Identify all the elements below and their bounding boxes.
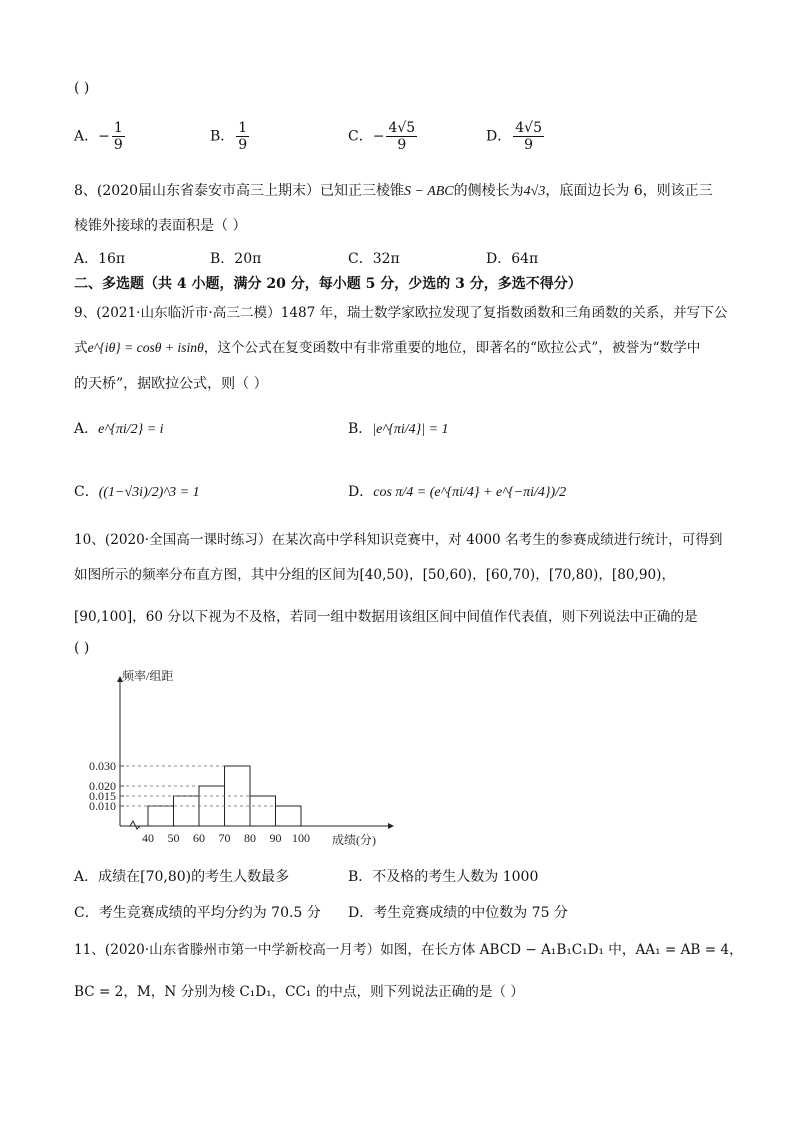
q9-line3: 的天桥”，据欧拉公式，则（ ） — [74, 376, 268, 392]
q9-option-d: D．cos π/4 = (e^{πi/4} + e^{−πi/4})/2 — [348, 484, 567, 500]
sign: − — [372, 128, 385, 145]
y-axis-label: 频率/组距 — [122, 669, 174, 683]
edge-length: 4√3 — [523, 184, 546, 199]
sign: − — [98, 128, 110, 145]
y-tick-label: 0.010 — [89, 799, 116, 813]
euler-formula: e^{iθ} = cosθ + isinθ — [87, 340, 204, 355]
q10-option-d: D．考生竞赛成绩的中位数为 75 分 — [348, 905, 568, 921]
q8-option-b: B．20π — [210, 251, 262, 267]
q11-line1: 11、(2020·山东省滕州市第一中学新校高一月考）如图，在长方体 ABCD − A₁B₁C₁D₁ 中，AA₁ = AB = 4， — [74, 942, 743, 958]
q7-option-b — [210, 120, 251, 153]
q7-option-d — [486, 120, 546, 153]
fraction: $\frac{4√5}{9}$ — [515, 120, 542, 153]
x-tick-label: 40 — [142, 831, 154, 845]
histogram-bar — [276, 806, 302, 826]
fraction: $\frac{4√5}{9}$ — [388, 120, 416, 153]
option-label: D． — [486, 128, 512, 145]
q10-line3: [90,100]，60 分以下视为不及格，若同一组中数据用该组区间中间值作代表值，则下列说法中正确的是 — [74, 609, 698, 625]
q8-line1: 8、(2020届山东省泰安市高三上期末）已知正三棱锥S − ABC的侧棱长为4√3，底面边长为 6，则该正三 — [74, 183, 713, 199]
histogram-bar — [148, 806, 174, 826]
section-title: 二、多选题（共 4 小题，满分 20 分，每小题 5 分，少选的 3 分，多选不得分） — [74, 276, 582, 292]
x-tick-label: 80 — [244, 831, 256, 845]
y-tick-label: 0.020 — [89, 779, 116, 793]
q9-line1: 9、(2021·山东临沂市·高三二模）1487 年，瑞士数学家欧拉发现了复指数函数和三角函数的关系，并写下公 — [74, 305, 728, 321]
x-tick-label: 70 — [218, 831, 231, 845]
histogram-bar — [250, 796, 276, 826]
q10-line2: 如图所示的频率分布直方图，其中分组的区间为[40,50)，[50,60)，[60,70)，[70,80)，[80,90)， — [74, 567, 676, 583]
q9-option-b: B．|e^{πi/4}| = 1 — [348, 421, 449, 437]
q10-option-b: B．不及格的考生人数为 1000 — [348, 869, 539, 885]
q8-option-a: A．16π — [74, 251, 126, 267]
q7-option-a — [74, 120, 127, 153]
option-label: C． — [348, 128, 373, 145]
x-tick-label: 60 — [193, 831, 205, 845]
option-label: B． — [210, 128, 235, 145]
q9-option-c: C．((1−√3i)/2)^3 = 1 — [74, 484, 200, 500]
fraction: $\frac{1}{9}$ — [238, 120, 248, 153]
histogram-bar — [174, 796, 200, 826]
q10-option-c: C．考生竞赛成绩的平均分约为 70.5 分 — [74, 905, 321, 921]
pyramid-name: S − ABC — [404, 184, 454, 199]
q9-line2: 式e^{iθ} = cosθ + isinθ，这个公式在复变函数中有非常重要的地位，即著名的“欧拉公式”，被誉为“数学中 — [74, 340, 701, 356]
y-tick-label: 0.030 — [89, 759, 116, 773]
x-tick-label: 90 — [269, 831, 282, 845]
x-tick-label: 50 — [167, 831, 180, 845]
q10-paren: ( ) — [74, 640, 90, 656]
x-axis-label: 成绩(分) — [332, 833, 376, 847]
q7-option-c — [348, 120, 419, 153]
q10-option-a: A．成绩在[70,80)的考生人数最多 — [74, 869, 290, 885]
q8-line2: 棱锥外接球的表面积是（ ） — [74, 218, 247, 234]
q9-option-a: A．e^{πi/2} = i — [74, 421, 164, 437]
x-axis-arrow — [388, 823, 394, 829]
axis-break — [130, 821, 140, 829]
x-tick-label: 100 — [292, 831, 310, 845]
q10-line1: 10、(2020·全国高一课时练习）在某次高中学科知识竞赛中，对 4000 名考生的参赛成绩进行统计，可得到 — [74, 532, 723, 548]
fraction: $\frac{1}{9}$ — [113, 120, 123, 153]
option-label: A． — [74, 128, 99, 145]
frequency-histogram — [70, 668, 410, 850]
q8-option-c: C．32π — [348, 251, 400, 267]
y-tick-label: 0.015 — [89, 789, 116, 803]
q7-paren: ( ) — [74, 80, 90, 96]
q8-option-d: D．64π — [486, 251, 539, 267]
q11-line2: BC = 2，M，N 分别为棱 C₁D₁，CC₁ 的中点，则下列说法正确的是（ ） — [74, 984, 524, 1000]
